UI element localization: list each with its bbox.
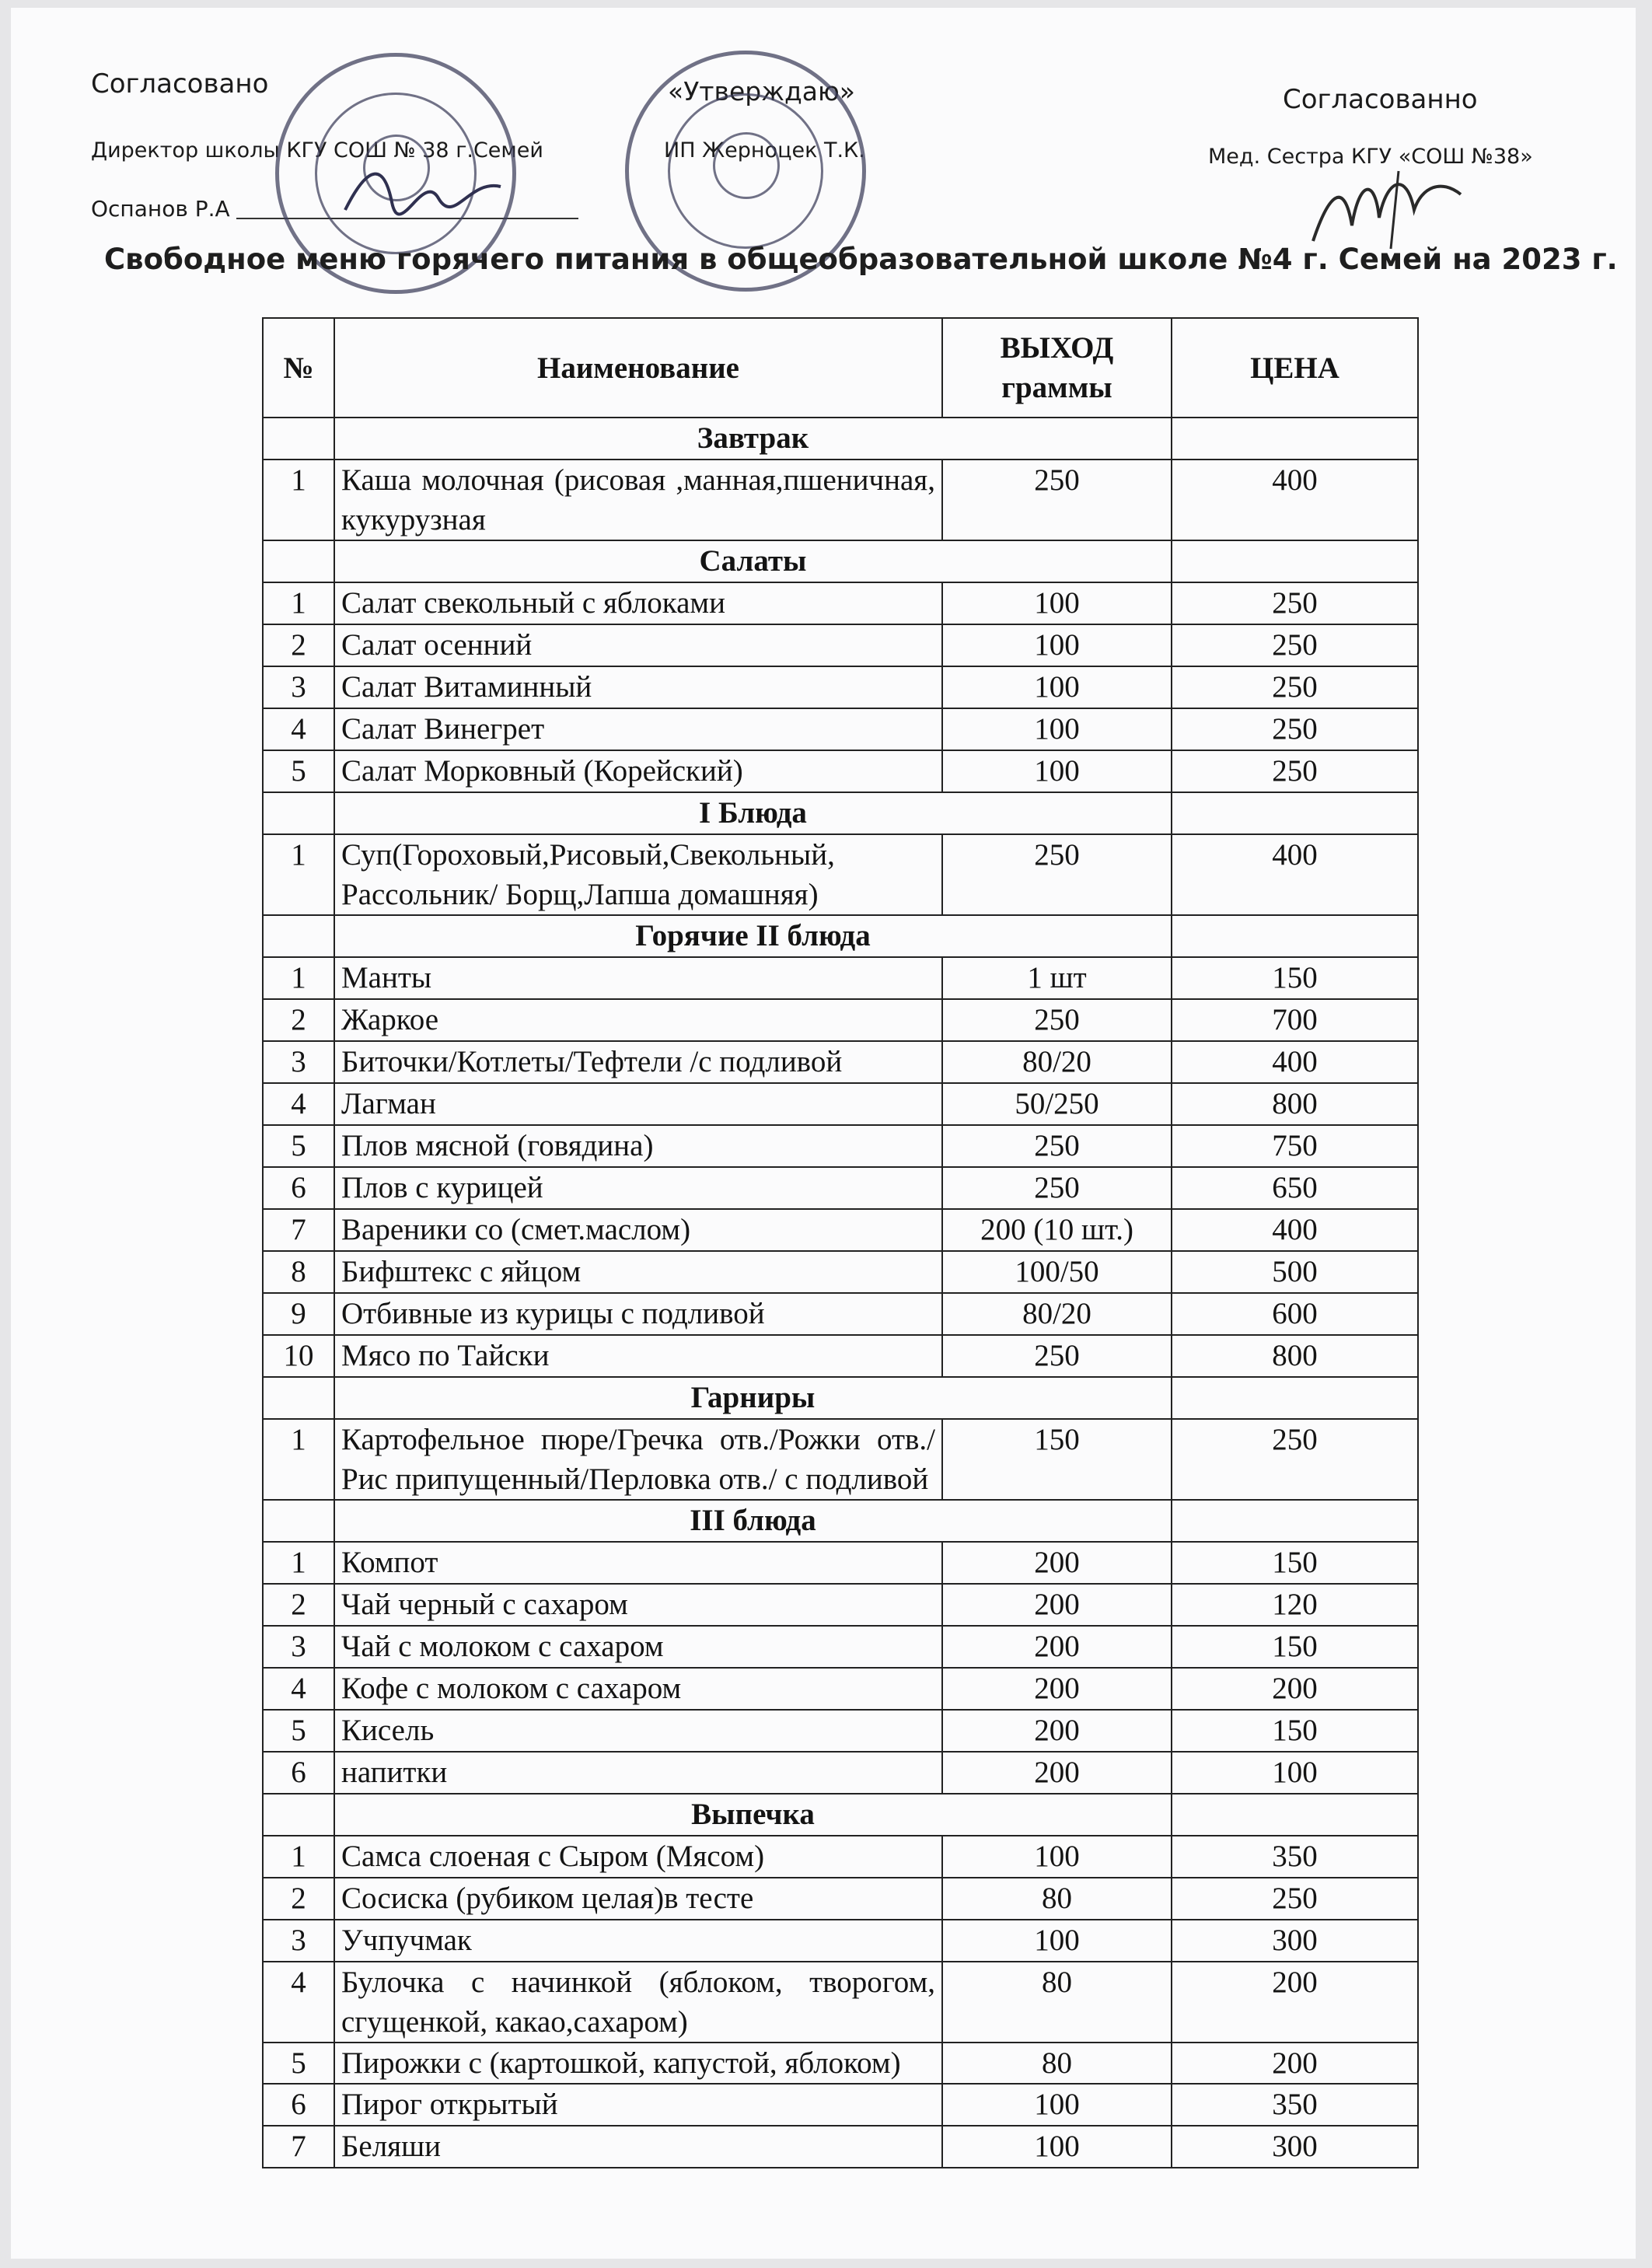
item-output: 250 xyxy=(942,999,1172,1041)
item-number: 1 xyxy=(263,1542,334,1584)
column-header-price: ЦЕНА xyxy=(1172,318,1418,418)
section-header-row xyxy=(263,1794,1418,1836)
item-number: 1 xyxy=(263,834,334,915)
director-signature xyxy=(337,156,508,225)
menu-item-row xyxy=(263,666,1418,708)
item-output: 80 xyxy=(942,1962,1172,2043)
item-price: 150 xyxy=(1172,1710,1418,1752)
item-number: 2 xyxy=(263,1584,334,1626)
item-price: 150 xyxy=(1172,957,1418,999)
section-title: III блюда xyxy=(334,1500,1172,1542)
menu-item-row xyxy=(263,2043,1418,2084)
item-name: Суп(Гороховый,Рисовый,Свекольный, Рассольник/ Борщ,Лапша домашняя) xyxy=(334,834,942,915)
item-output: 100 xyxy=(942,1836,1172,1878)
item-name: Салат свекольный с яблоками xyxy=(334,582,942,624)
column-header-name: Наименование xyxy=(334,318,942,418)
item-name: Плов с курицей xyxy=(334,1167,942,1209)
item-name: Чай с молоком с сахаром xyxy=(334,1626,942,1668)
item-output: 250 xyxy=(942,1335,1172,1377)
menu-item-row xyxy=(263,1878,1418,1920)
item-number: 4 xyxy=(263,1962,334,2043)
center-position-text: ИП Жерноцек Т.К. xyxy=(664,138,865,162)
item-name: Самса слоеная с Сыром (Мясом) xyxy=(334,1836,942,1878)
section-empty-cell xyxy=(1172,792,1418,834)
item-number: 6 xyxy=(263,2084,334,2126)
menu-item-row xyxy=(263,1293,1418,1335)
section-empty-cell xyxy=(263,792,334,834)
menu-item-row xyxy=(263,834,1418,915)
item-name: Пирожки с (картошкой, капустой, яблоком) xyxy=(334,2043,942,2084)
section-empty-cell xyxy=(1172,915,1418,957)
item-name: Сосиска (рубиком целая)в тесте xyxy=(334,1878,942,1920)
item-number: 1 xyxy=(263,582,334,624)
item-number: 7 xyxy=(263,2126,334,2168)
item-price: 400 xyxy=(1172,1209,1418,1251)
item-price: 100 xyxy=(1172,1752,1418,1794)
item-output: 100 xyxy=(942,708,1172,750)
section-header-row xyxy=(263,1377,1418,1419)
section-empty-cell xyxy=(1172,1377,1418,1419)
item-number: 1 xyxy=(263,957,334,999)
item-name: Компот xyxy=(334,1542,942,1584)
item-name: Мясо по Тайски xyxy=(334,1335,942,1377)
item-number: 5 xyxy=(263,750,334,792)
item-price: 250 xyxy=(1172,750,1418,792)
item-name: Кофе с молоком с сахаром xyxy=(334,1668,942,1710)
item-price: 200 xyxy=(1172,1962,1418,2043)
section-empty-cell xyxy=(263,1500,334,1542)
menu-item-row xyxy=(263,582,1418,624)
section-header-row xyxy=(263,1500,1418,1542)
section-empty-cell xyxy=(1172,418,1418,460)
item-output: 150 xyxy=(942,1419,1172,1500)
menu-item-row xyxy=(263,1668,1418,1710)
item-output: 100 xyxy=(942,1920,1172,1962)
item-price: 650 xyxy=(1172,1167,1418,1209)
section-empty-cell xyxy=(263,1794,334,1836)
center-approved-label: «Утверждаю» xyxy=(668,76,855,107)
table-header-row xyxy=(263,318,1418,418)
section-title: Салаты xyxy=(334,540,1172,582)
item-name: Беляши xyxy=(334,2126,942,2168)
item-name: Отбивные из курицы с подливой xyxy=(334,1293,942,1335)
item-number: 3 xyxy=(263,666,334,708)
menu-item-row xyxy=(263,750,1418,792)
item-number: 3 xyxy=(263,1041,334,1083)
item-number: 6 xyxy=(263,1752,334,1794)
item-output: 250 xyxy=(942,1125,1172,1167)
menu-item-row xyxy=(263,1836,1418,1878)
section-header-row xyxy=(263,418,1418,460)
left-agreed-label: Согласовано xyxy=(91,68,269,100)
item-name: Каша молочная (рисовая ,манная,пшеничная, кукурузная xyxy=(334,460,942,540)
item-price: 700 xyxy=(1172,999,1418,1041)
item-number: 4 xyxy=(263,1668,334,1710)
item-price: 400 xyxy=(1172,460,1418,540)
menu-item-row xyxy=(263,1626,1418,1668)
item-price: 750 xyxy=(1172,1125,1418,1167)
item-name: Салат осенний xyxy=(334,624,942,666)
item-output: 100 xyxy=(942,624,1172,666)
item-price: 300 xyxy=(1172,2126,1418,2168)
section-empty-cell xyxy=(1172,1794,1418,1836)
item-price: 200 xyxy=(1172,2043,1418,2084)
section-empty-cell xyxy=(1172,1500,1418,1542)
item-price: 250 xyxy=(1172,666,1418,708)
column-header-output: ВЫХОД граммы xyxy=(942,318,1172,418)
item-number: 4 xyxy=(263,1083,334,1125)
item-number: 10 xyxy=(263,1335,334,1377)
section-header-row xyxy=(263,792,1418,834)
item-name: Картофельное пюре/Гречка отв./Рожки отв./Рис припущенный/Перловка отв./ с подливой xyxy=(334,1419,942,1500)
item-output: 1 шт xyxy=(942,957,1172,999)
left-position-text: Директор школы КГУ СОШ № 38 г.Семей xyxy=(91,138,543,162)
item-number: 3 xyxy=(263,1920,334,1962)
item-name: Учпучмак xyxy=(334,1920,942,1962)
item-name: Жаркое xyxy=(334,999,942,1041)
item-number: 4 xyxy=(263,708,334,750)
item-output: 50/250 xyxy=(942,1083,1172,1125)
section-empty-cell xyxy=(263,1377,334,1419)
item-name: Пирог открытый xyxy=(334,2084,942,2126)
menu-item-row xyxy=(263,1710,1418,1752)
item-name: Манты xyxy=(334,957,942,999)
item-number: 6 xyxy=(263,1167,334,1209)
item-output: 100 xyxy=(942,2126,1172,2168)
menu-item-row xyxy=(263,1335,1418,1377)
item-number: 2 xyxy=(263,624,334,666)
item-price: 250 xyxy=(1172,582,1418,624)
item-price: 500 xyxy=(1172,1251,1418,1293)
section-empty-cell xyxy=(263,540,334,582)
item-price: 350 xyxy=(1172,2084,1418,2126)
menu-item-row xyxy=(263,1083,1418,1125)
item-price: 250 xyxy=(1172,624,1418,666)
item-price: 250 xyxy=(1172,708,1418,750)
page-title: Свободное меню горячего питания в общеобразовательной школе №4 г. Семей на 2023 г. xyxy=(104,243,1618,276)
item-number: 1 xyxy=(263,1419,334,1500)
item-price: 300 xyxy=(1172,1920,1418,1962)
document-page xyxy=(11,8,1636,2259)
item-number: 3 xyxy=(263,1626,334,1668)
menu-item-row xyxy=(263,1125,1418,1167)
menu-item-row xyxy=(263,708,1418,750)
item-output: 80/20 xyxy=(942,1041,1172,1083)
item-output: 250 xyxy=(942,834,1172,915)
item-name: Биточки/Котлеты/Тефтели /с подливой xyxy=(334,1041,942,1083)
section-empty-cell xyxy=(263,418,334,460)
item-price: 400 xyxy=(1172,1041,1418,1083)
menu-item-row xyxy=(263,957,1418,999)
item-name: Салат Морковный (Корейский) xyxy=(334,750,942,792)
item-name: Лагман xyxy=(334,1083,942,1125)
section-title: Горячие II блюда xyxy=(334,915,1172,957)
menu-item-row xyxy=(263,999,1418,1041)
item-price: 350 xyxy=(1172,1836,1418,1878)
menu-item-row xyxy=(263,1584,1418,1626)
right-agreed-label: Согласованно xyxy=(1283,84,1478,115)
item-name: Салат Витаминный xyxy=(334,666,942,708)
item-number: 9 xyxy=(263,1293,334,1335)
menu-item-row xyxy=(263,1209,1418,1251)
item-output: 80 xyxy=(942,1878,1172,1920)
item-output: 200 xyxy=(942,1626,1172,1668)
menu-item-row xyxy=(263,2126,1418,2168)
item-output: 200 (10 шт.) xyxy=(942,1209,1172,1251)
column-header-number: № xyxy=(263,318,334,418)
item-price: 600 xyxy=(1172,1293,1418,1335)
menu-item-row xyxy=(263,1041,1418,1083)
menu-item-row xyxy=(263,460,1418,540)
item-price: 150 xyxy=(1172,1542,1418,1584)
item-price: 120 xyxy=(1172,1584,1418,1626)
section-title: I Блюда xyxy=(334,792,1172,834)
item-name: Кисель xyxy=(334,1710,942,1752)
section-title: Завтрак xyxy=(334,418,1172,460)
item-output: 100 xyxy=(942,750,1172,792)
section-header-row xyxy=(263,915,1418,957)
item-name: Плов мясной (говядина) xyxy=(334,1125,942,1167)
item-number: 5 xyxy=(263,2043,334,2084)
item-output: 200 xyxy=(942,1668,1172,1710)
item-output: 250 xyxy=(942,1167,1172,1209)
right-position-text: Мед. Сестра КГУ «СОШ №38» xyxy=(1208,145,1533,169)
item-name: Вареники со (смет.маслом) xyxy=(334,1209,942,1251)
item-number: 2 xyxy=(263,999,334,1041)
item-output: 80 xyxy=(942,2043,1172,2084)
item-output: 100 xyxy=(942,666,1172,708)
menu-item-row xyxy=(263,1167,1418,1209)
item-number: 7 xyxy=(263,1209,334,1251)
section-header-row xyxy=(263,540,1418,582)
left-name-text: Оспанов Р.А xyxy=(91,196,230,222)
item-number: 2 xyxy=(263,1878,334,1920)
item-price: 800 xyxy=(1172,1335,1418,1377)
item-price: 800 xyxy=(1172,1083,1418,1125)
item-price: 250 xyxy=(1172,1419,1418,1500)
menu-item-row xyxy=(263,1752,1418,1794)
menu-item-row xyxy=(263,1920,1418,1962)
item-name: напитки xyxy=(334,1752,942,1794)
menu-item-row xyxy=(263,624,1418,666)
section-title: Выпечка xyxy=(334,1794,1172,1836)
item-price: 200 xyxy=(1172,1668,1418,1710)
section-title: Гарниры xyxy=(334,1377,1172,1419)
section-empty-cell xyxy=(1172,540,1418,582)
item-price: 400 xyxy=(1172,834,1418,915)
item-output: 80/20 xyxy=(942,1293,1172,1335)
item-output: 200 xyxy=(942,1542,1172,1584)
item-output: 100 xyxy=(942,582,1172,624)
item-name: Чай черный с сахаром xyxy=(334,1584,942,1626)
item-price: 150 xyxy=(1172,1626,1418,1668)
item-number: 1 xyxy=(263,1836,334,1878)
item-output: 200 xyxy=(942,1584,1172,1626)
item-name: Булочка с начинкой (яблоком, творогом, сгущенкой, какао,сахаром) xyxy=(334,1962,942,2043)
item-number: 1 xyxy=(263,460,334,540)
item-output: 200 xyxy=(942,1710,1172,1752)
menu-item-row xyxy=(263,2084,1418,2126)
item-name: Салат Винегрет xyxy=(334,708,942,750)
item-output: 250 xyxy=(942,460,1172,540)
menu-item-row xyxy=(263,1251,1418,1293)
menu-item-row xyxy=(263,1542,1418,1584)
item-number: 5 xyxy=(263,1710,334,1752)
section-empty-cell xyxy=(263,915,334,957)
item-output: 200 xyxy=(942,1752,1172,1794)
menu-table xyxy=(262,317,1419,2168)
item-output: 100 xyxy=(942,2084,1172,2126)
item-output: 100/50 xyxy=(942,1251,1172,1293)
item-name: Бифштекс с яйцом xyxy=(334,1251,942,1293)
item-number: 5 xyxy=(263,1125,334,1167)
menu-item-row xyxy=(263,1962,1418,2043)
menu-item-row xyxy=(263,1419,1418,1500)
item-number: 8 xyxy=(263,1251,334,1293)
item-price: 250 xyxy=(1172,1878,1418,1920)
